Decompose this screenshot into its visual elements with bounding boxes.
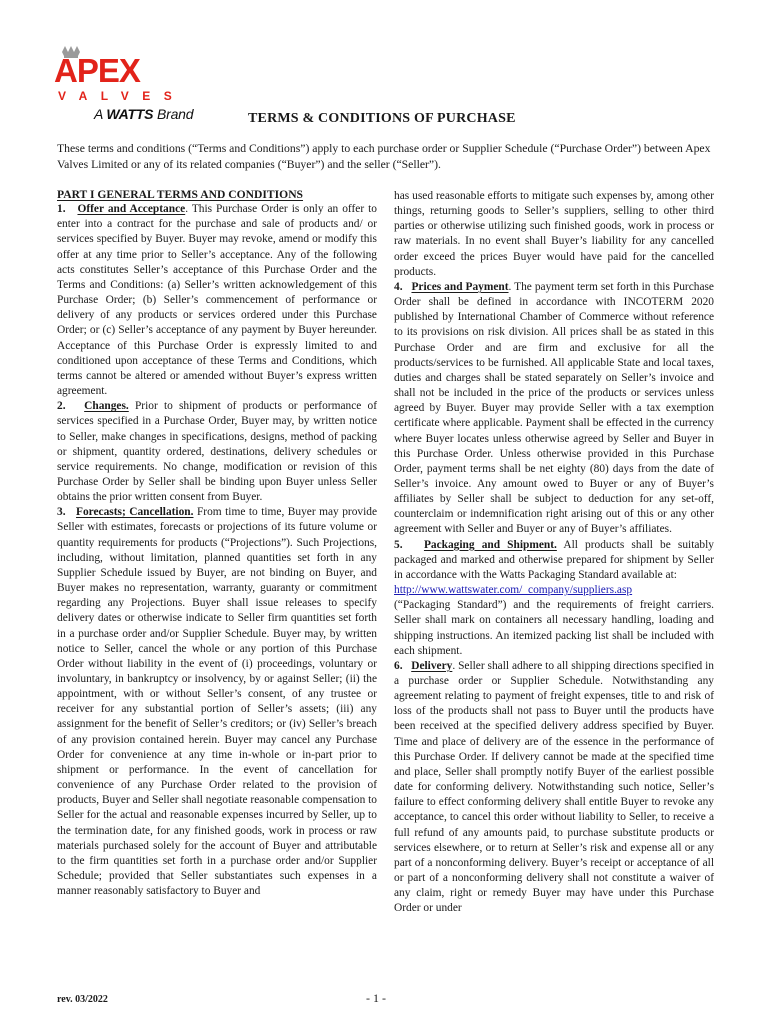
watts-brand-tagline: A WATTS Brand xyxy=(94,106,194,122)
right-column xyxy=(394,189,714,917)
logo-word: APEX xyxy=(54,52,140,89)
page-title: TERMS & CONDITIONS OF PURCHASE xyxy=(248,111,516,126)
section-4: 4. Prices and Payment. The payment term set forth in this Purchase Order shall be defined in accordance with INCOTERM 2020 published by International Chamber of Commerce without reference to its provisions on risk division. All prices shall be as stated in this Purchase Order and are firm and exclusive for all the products/services to be furnished. All applicable State and local taxes, duties and charges shall be stated separately on Seller’s invoice and shall not be included in the price of the products or services unless agreed by Buyer. Buyer may provide Seller with a tax exemption certificate where applicable. Payment shall be effected in the currency where Buyer locates unless otherwise agreed by Seller and Buyer in this Purchase Order. Unless otherwise provided in this Purchase Order, payment terms shall be net eighty (80) days from the date of Seller’s invoice. Any amount owed to Buyer or any of Buyer’s affiliates by Seller shall be subject to deduction for any set-off, counterclaim or indemnification right arising out of this or any other agreement with Seller and Buyer or any of Buyer’s affiliates. xyxy=(394,280,714,536)
section-5: 5. Packaging and Shipment. All products shall be suitably packaged and marked and otherwise prepared for shipment by Seller in accordance with the Watts Packaging Standard available at: http://www.wattswater.com/_company/suppliers.asp (“Packaging Standard”) and the requirements of freight carriers. Seller shall mark on containers all necessary handling, loading and shipping instructions. An itemized packing list shall be included with each shipment. xyxy=(394,538,714,657)
page-number: - 1 - xyxy=(366,991,386,1005)
section-3-continued: has used reasonable efforts to mitigate such expenses by, among other things, returning goods to Seller’s suppliers, selling to other third parties or otherwise utilizing such finished goods, work in process or raw materials. In no event shall Buyer’s liability for any cancelled order exceed the prices Buyer would have paid for the cancelled products. xyxy=(394,190,714,278)
part-heading: PART I GENERAL TERMS AND CONDITIONS xyxy=(57,188,304,201)
intro-paragraph: These terms and conditions (“Terms and Conditions”) apply to each purchase order or Supplier Schedule (“Purchase Order”) between Apex Valves Limited or any of its related companies (“Buyer”) and the seller (“Seller”). xyxy=(57,142,711,171)
apex-valves-logo xyxy=(52,44,192,130)
crown-icon xyxy=(52,44,192,106)
section-2: 2. Changes. Prior to shipment of products or performance of services specified in a Purchase Order, Buyer may, by written notice to Seller, make changes in specifications, designs, method of packing or shipment, quantity ordered, destinations, delivery schedules or service requirements. No change, modification or revision of this Purchase Order by Seller shall be binding upon Buyer unless Seller obtains the prior written consent from Buyer. xyxy=(57,400,377,504)
logo-sub: VALVES xyxy=(58,89,186,103)
section-1: 1. Offer and Acceptance. This Purchase Order is only an offer to enter into a contract for the purchase and sale of products and/ or services specified by Buyer. Buyer may revoke, amend or modify this offer at any time prior to Seller’s acceptance. Any of the following acts constitutes Seller’s acceptance of this Purchase Order and the Terms and Conditions: (a) Seller’s written acknowledgement of this Purchase Order; (b) Seller’s commencement of performance or delivery of any products or services ordered under this Purchase Order; or (c) Seller’s acceptance of any payment by Buyer hereunder. Acceptance of this Purchase Order is expressly limited to and conditioned upon acceptance of these Terms and Conditions, which terms cannot be altered or amended without Buyer’s express written agreement. xyxy=(57,203,377,398)
section-3: 3. Forecasts; Cancellation. From time to time, Buyer may provide Seller with estimates, forecasts or projections of its future volume or quantity requirements for products (“Projections”). Such Projections, including, without limitation, planned quantities set forth in any Supplier Schedule issued by Buyer, are not binding on Buyer, and Buyer makes no representation, warranty, guaranty or commitment regarding any Projections. Buyer shall issue releases to specify delivery dates or otherwise indicate to Seller firm quantities set forth in a purchase order and/or Supplier Schedule. Buyer may, by written notice to Seller, cancel the whole or any portion of this Purchase Order without liability in the event of (i) proceedings, voluntary or involuntary, in bankruptcy or insolvency, by or against Seller; (ii) the appointment, with or without Seller’s consent, of any trustee or receiver for any substantial portion of Seller’s assets; (iii) any assignment for the benefit of Seller’s creditors; or (iv) Seller’s breach of any provision contained herein. Buyer may cancel any Purchase Order for convenience at any time in-whole or in-part prior to shipment or performance. In the event of cancellation for convenience of any Purchase Order related to the provision of products, Buyer and Seller shall negotiate reasonable compensation to Seller for the actual and reasonable expenses incurred by Seller, up to the termination date, for any finished goods, work in process or raw materials purchased solely for the account of Buyer and attributable to the firm quantities set forth in a purchase order and/or Supplier Schedule; provided that Seller substantiates such expenses in a manner reasonably satisfactory to Buyer and xyxy=(57,506,377,898)
section-6: 6. Delivery. Seller shall adhere to all shipping directions specified in a purchase order or Supplier Schedule. Notwithstanding any agreement relating to payment of freight expenses, title to and risk of loss of the products shall not pass to Buyer until the products have been received at the specified delivery address specified by Buyer. Time and place of delivery are of the essence in the performance of this Purchase Order. If delivery cannot be made at the specified time and place, Seller shall promptly notify Buyer of the earliest possible date for conforming delivery. Notwithstanding such notice, Seller’s failure to effect conforming delivery shall entitle Buyer to revoke any acceptance, to cancel this order without liability to Seller, to receive a full refund of any amounts paid, to purchase substitute products or services elsewhere, or to return at Seller’s risk and expense all or any part of a nonconforming delivery. Buyer’s receipt or acceptance of all or part of a nonconforming delivery shall not constitute a waiver of any claim, right or remedy Buyer may have under this Purchase Order or under xyxy=(394,659,714,915)
packaging-standard-link[interactable]: http://www.wattswater.com/_company/suppliers.asp xyxy=(394,584,633,597)
left-column xyxy=(57,187,377,899)
revision-label: rev. 03/2022 xyxy=(57,994,108,1005)
